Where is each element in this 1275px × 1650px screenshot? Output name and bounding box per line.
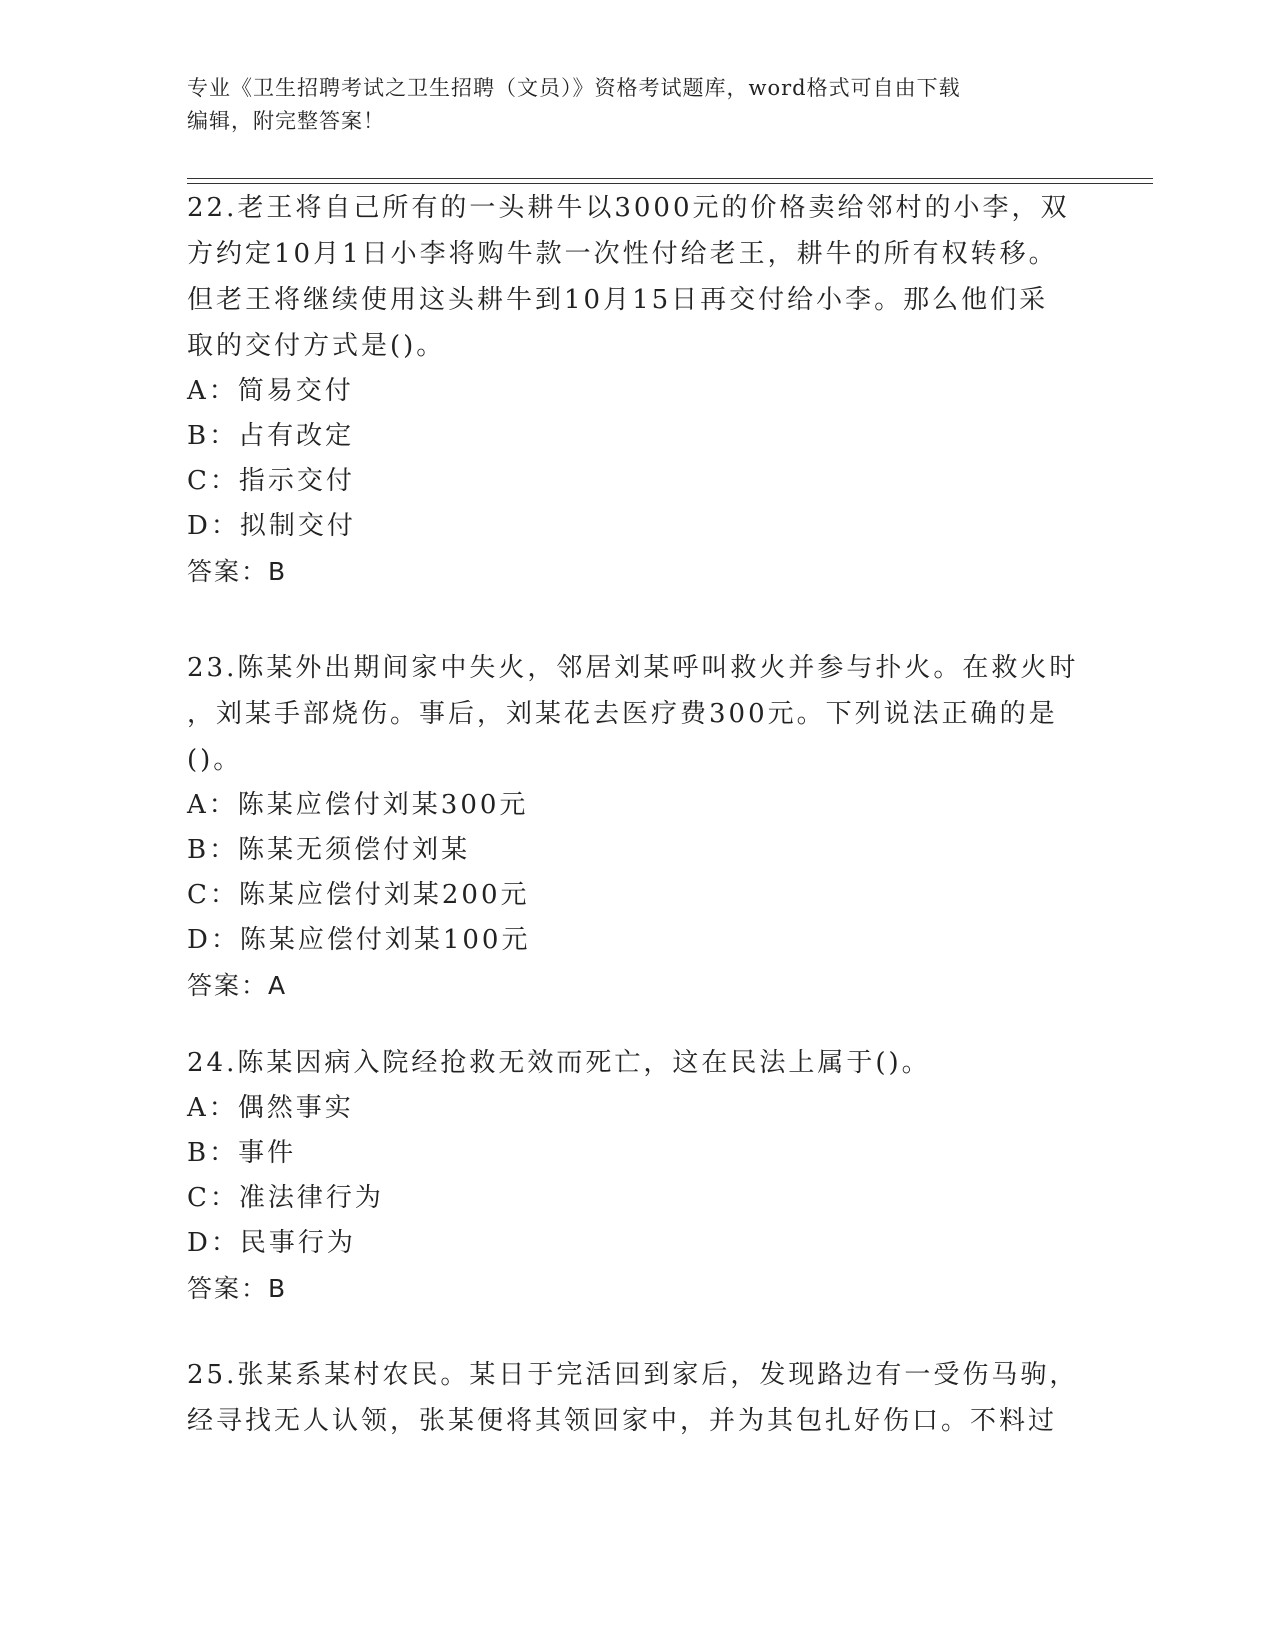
header-divider-top <box>187 178 1153 179</box>
question-stem-line: 25.张某系某村农民。某日于完活回到家后，发现路边有一受伤马驹， <box>187 1360 1079 1390</box>
option-d: D：民事行为 <box>187 1228 356 1258</box>
answer: 答案：B <box>187 1274 288 1303</box>
document-header <box>187 72 1067 138</box>
option-d: D：陈某应偿付刘某100元 <box>187 925 531 955</box>
question-stem-line: ()。 <box>187 745 243 775</box>
question-stem-line: ，刘某手部烧伤。事后，刘某花去医疗费300元。下列说法正确的是 <box>187 699 1058 729</box>
answer: 答案：A <box>187 971 288 1000</box>
question-stem-line: 22.老王将自己所有的一头耕牛以3000元的价格卖给邻村的小李，双 <box>187 193 1070 223</box>
question-stem-line: 经寻找无人认领，张某便将其领回家中，并为其包扎好伤口。不料过 <box>187 1406 1058 1436</box>
question-23 <box>187 645 1087 1009</box>
question-stem-line: 取的交付方式是()。 <box>187 331 446 361</box>
question-24 <box>187 1040 1087 1312</box>
question-22 <box>187 185 1087 595</box>
option-a: A：偶然事实 <box>187 1093 354 1123</box>
answer: 答案：B <box>187 557 288 586</box>
option-a: A：简易交付 <box>187 376 354 406</box>
option-c: C：准法律行为 <box>187 1183 384 1213</box>
question-stem-line: 24.陈某因病入院经抢救无效而死亡，这在民法上属于()。 <box>187 1048 931 1078</box>
header-line-1: 专业《卫生招聘考试之卫生招聘（文员）》资格考试题库，word格式可自由下载 <box>187 76 961 100</box>
option-b: B：陈某无须偿付刘某 <box>187 835 471 865</box>
option-b: B：事件 <box>187 1138 297 1168</box>
option-c: C：陈某应偿付刘某200元 <box>187 880 530 910</box>
header-divider-bottom <box>187 183 1153 184</box>
question-stem-line: 但老王将继续使用这头耕牛到10月15日再交付给小李。那么他们采 <box>187 285 1049 315</box>
question-stem-line: 23.陈某外出期间家中失火，邻居刘某呼叫救火并参与扑火。在救火时 <box>187 653 1079 683</box>
question-25 <box>187 1352 1087 1444</box>
option-c: C：指示交付 <box>187 466 355 496</box>
question-stem-line: 方约定10月1日小李将购牛款一次性付给老王，耕牛的所有权转移。 <box>187 239 1058 269</box>
option-b: B：占有改定 <box>187 421 355 451</box>
option-d: D：拟制交付 <box>187 511 356 541</box>
header-line-2: 编辑，附完整答案！ <box>187 109 385 133</box>
option-a: A：陈某应偿付刘某300元 <box>187 790 529 820</box>
